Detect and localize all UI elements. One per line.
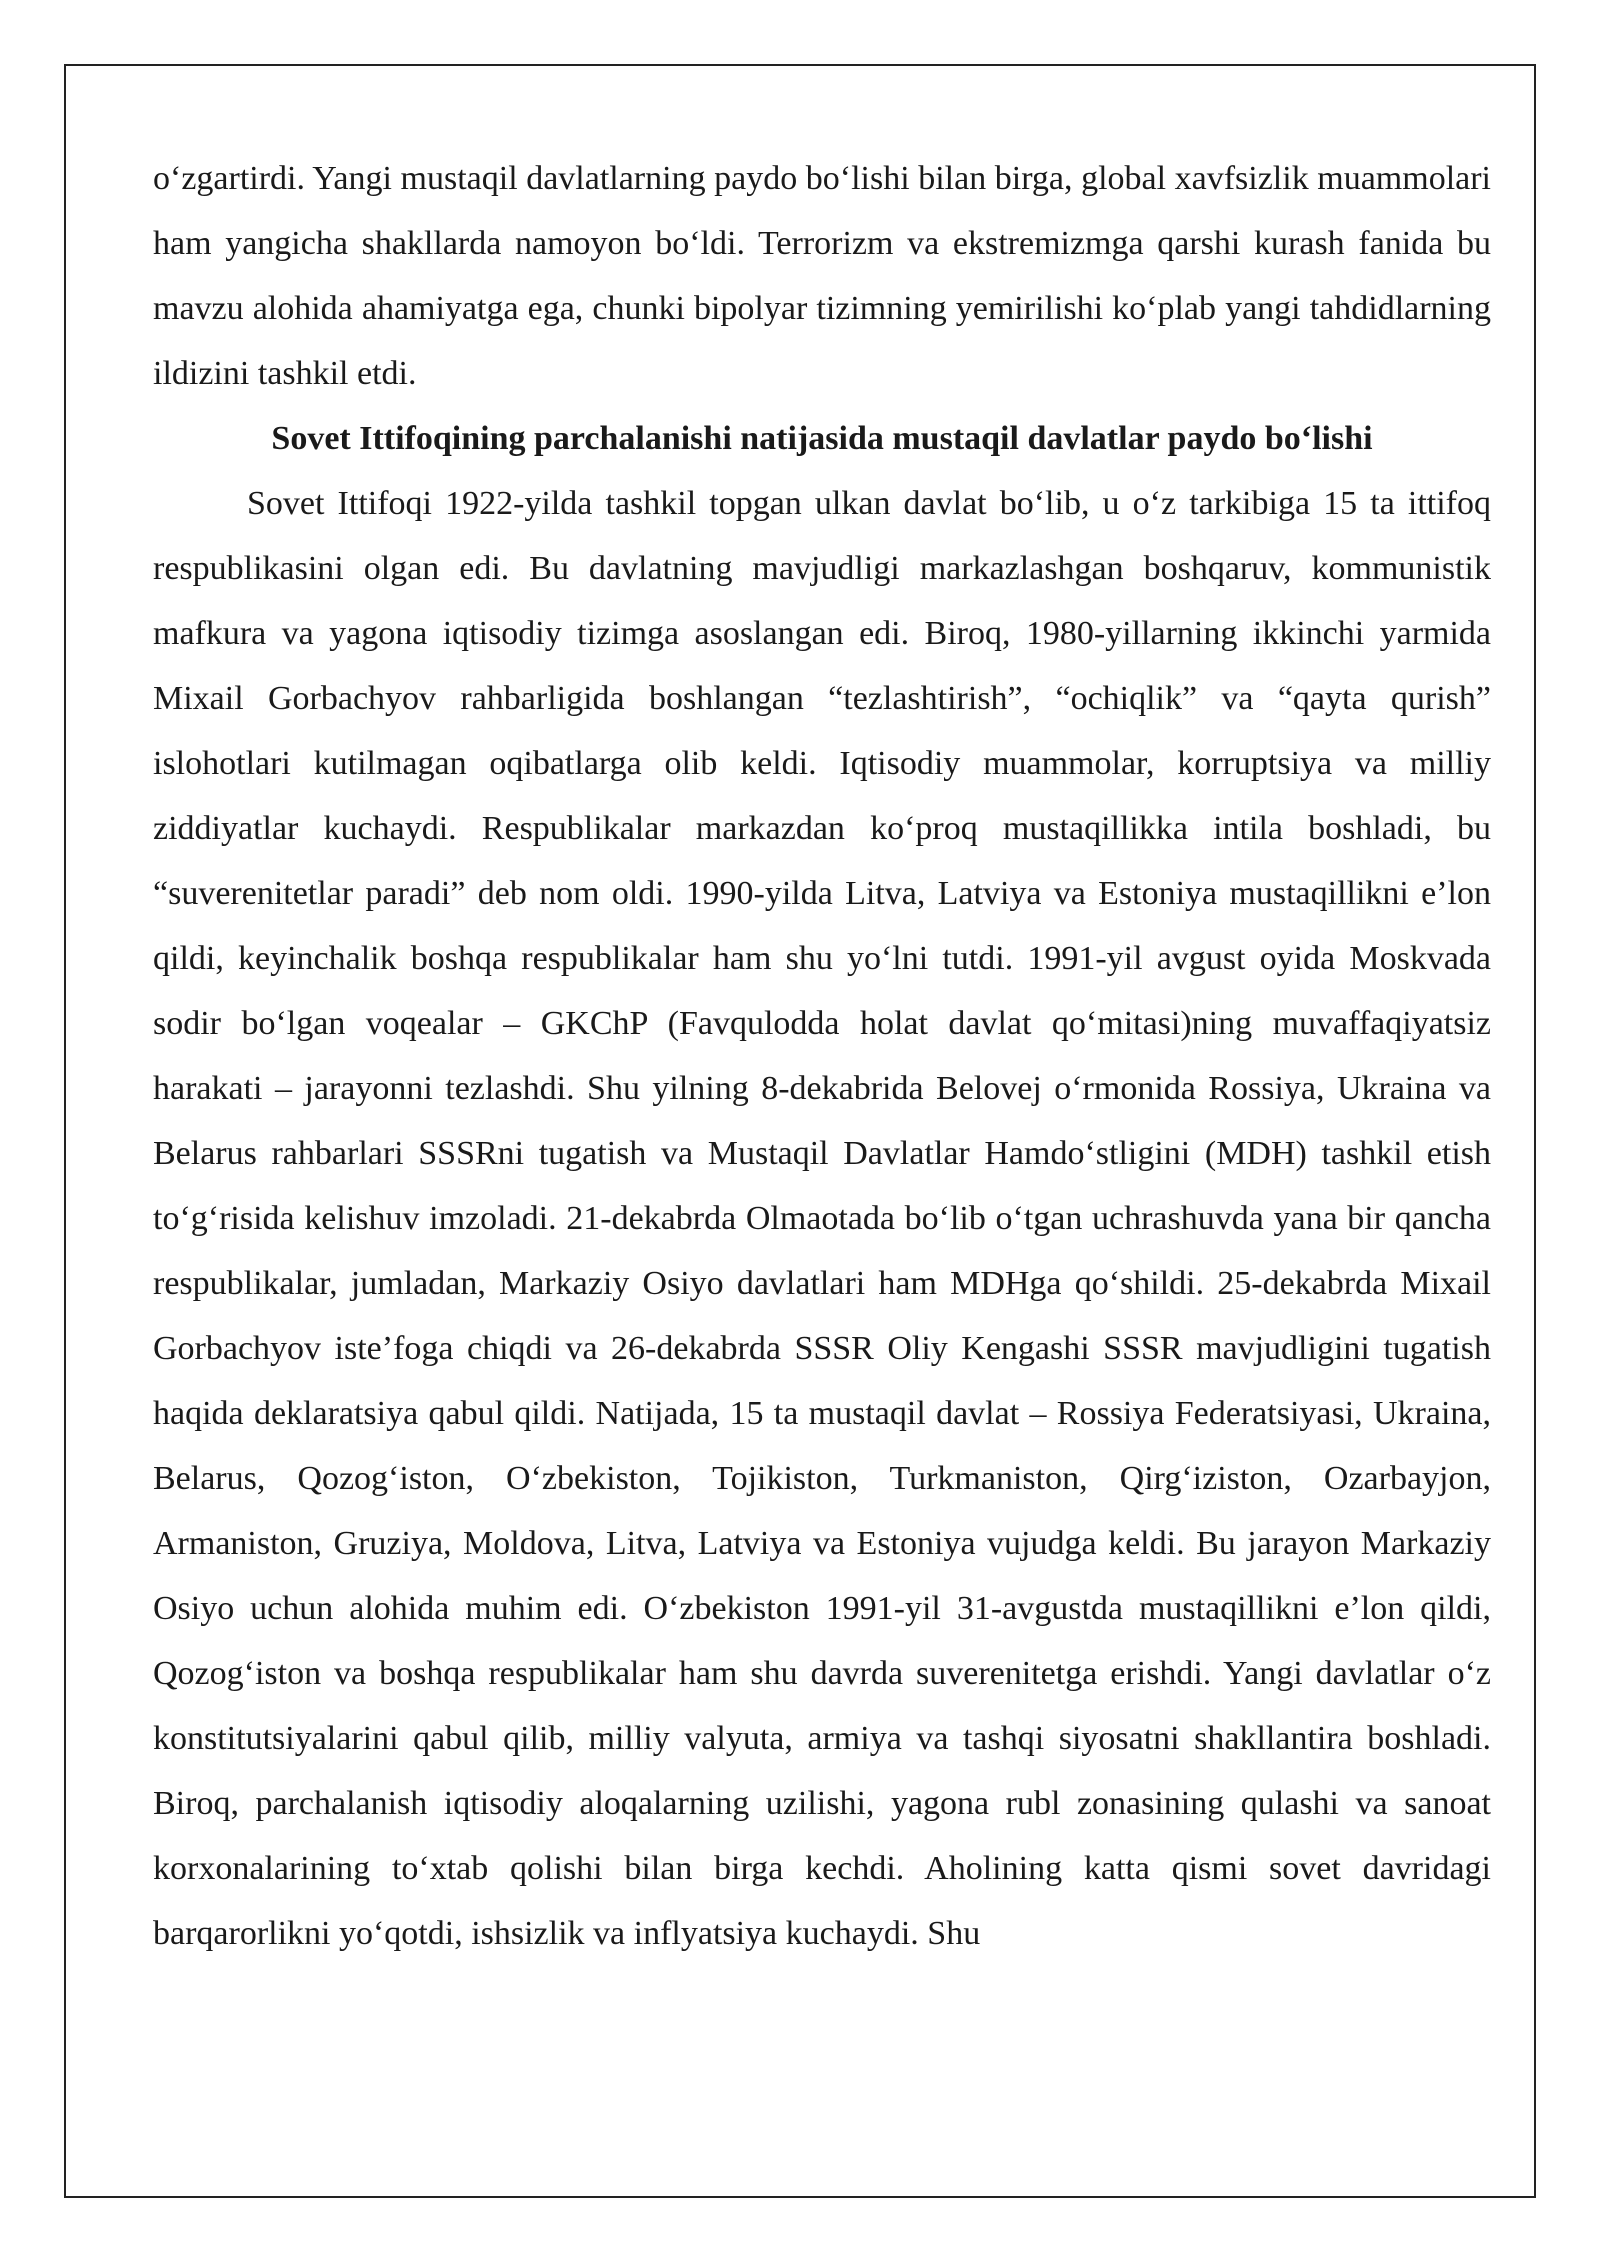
main-paragraph: Sovet Ittifoqi 1922-yilda tashkil topgan ulkan davlat bo‘lib, u o‘z tarkibiga 15 ta ittifoq respublikasini olgan edi. Bu davlatning mavjudligi markazlashgan boshqaruv, kommunistik mafkura va yagona iqtisodiy tizimga asoslangan edi. Biroq, 1980-yillarning ikkinchi yarmida Mixail Gorbachyov rahbarligida boshlangan “tezlashtirish”, “ochiqlik” va “qayta qurish” islohotlari kutilmagan oqibatlarga olib keldi. Iqtisodiy muammolar, korruptsiya va milliy ziddiyatlar kuchaydi. Respublikalar markazdan ko‘proq mustaqillikka intila boshladi, bu “suverenitetlar paradi” deb nom oldi. 1990-yilda Litva, Latviya va Estoniya mustaqillikni e’lon qildi, keyinchalik boshqa respublikalar ham shu yo‘lni tutdi. 1991-yil avgust oyida Moskvada sodir bo‘lgan voqealar – GKChP (Favqulodda holat davlat qo‘mitasi)ning muvaffaqiyatsiz harakati – jarayonni tezlashdi. Shu yilning 8-dekabrida Belovej o‘rmonida Rossiya, Ukraina va Belarus rahbarlari SSSRni tugatish va Mustaqil Davlatlar Hamdo‘stligini (MDH) tashkil etish to‘g‘risida kelishuv imzoladi. 21-dekabrda Olmaotada bo‘lib o‘tgan uchrashuvda yana bir qancha respublikalar, jumladan, Markaziy Osiyo davlatlari ham MDHga qo‘shildi. 25-dekabrda Mixail Gorbachyov iste’foga chiqdi va 26-dekabrda SSSR Oliy Kengashi SSSR mavjudligini tugatish haqida deklaratsiya qabul qildi. Natijada, 15 ta mustaqil davlat – Rossiya Federatsiyasi, Ukraina, Belarus, Qozog‘iston, O‘zbekiston, Tojikiston, Turkmaniston, Qirg‘iziston, Ozarbayjon, Armaniston, Gruziya, Moldova, Litva, Latviya va Estoniya vujudga keldi. Bu jarayon Markaziy Osiyo uchun alohida muhim edi. O‘zbekiston 1991-yil 31-avgustda mustaqillikni e’lon qildi, Qozog‘iston va boshqa respublikalar ham shu davrda suverenitetga erishdi. Yangi davlatlar o‘z konstitutsiyalarini qabul qilib, milliy valyuta, armiya va tashqi siyosatni shakllantira boshladi. Biroq, parchalanish iqtisodiy aloqalarning uzilishi, yagona rubl zonasining qulashi va sanoat korxonalarining to‘xtab qolishi bilan birga kechdi. Aholining katta qismi sovet davridagi barqarorlikni yo‘qotdi, ishsizlik va inflyatsiya kuchaydi. Shu — [153, 485, 1491, 1952]
section-heading: Sovet Ittifoqining parchalanishi natijasida mustaqil davlatlar paydo bo‘lishi — [271, 420, 1373, 457]
continued-paragraph: o‘zgartirdi. Yangi mustaqil davlatlarning paydo bo‘lishi bilan birga, global xavfsizlik muammolari ham yangicha shakllarda namoyon bo‘ldi. Terrorizm va ekstremizmga qarshi kurash fanida bu mavzu alohida ahamiyatga ega, chunki bipolyar tizimning yemirilishi ko‘plab yangi tahdidlarning ildizini tashkil etdi. — [153, 160, 1491, 392]
document-body — [153, 146, 1491, 1966]
